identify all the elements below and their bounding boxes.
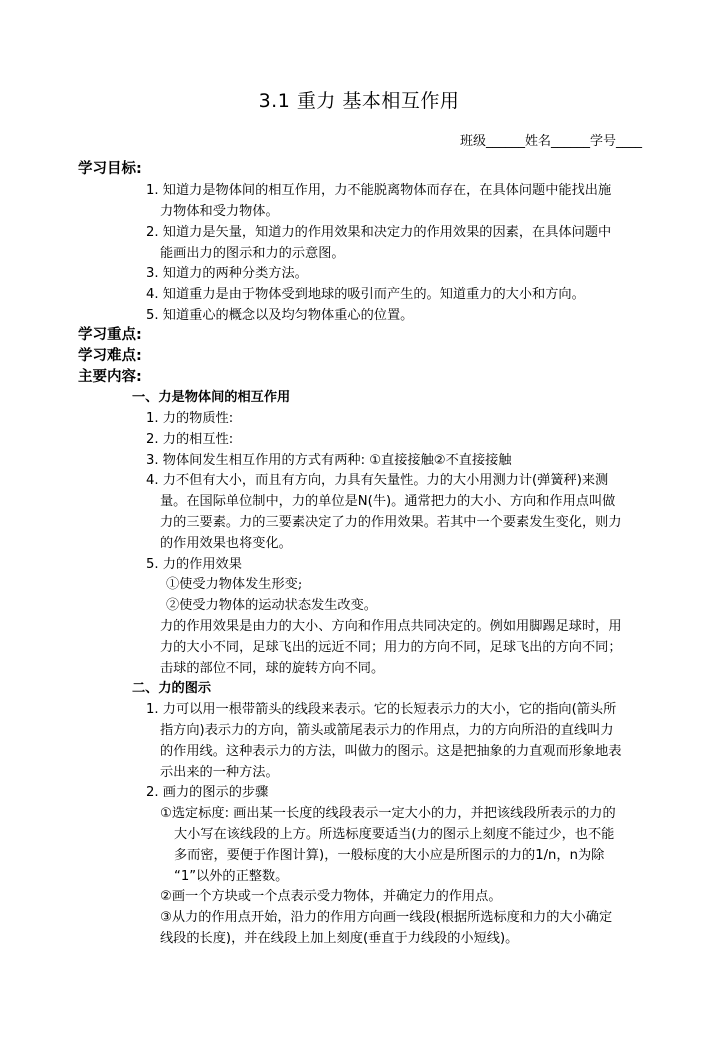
key-points-heading: 学习重点: [78,327,142,343]
part1-line: 力的大小不同，足球飞出的远近不同；用力的方向不同，足球飞出的方向不同； [160,640,622,655]
part2-line: 1. 力可以用一根带箭头的线段来表示。它的长短表示力的大小，它的指向(箭头所 [146,702,617,717]
part2-line: 指方向)表示力的方向，箭头或箭尾表示力的作用点，力的方向所沿的直线叫力 [160,723,614,738]
part1-line: ②使受力物体的运动状态发生改变。 [166,598,377,613]
part1-line: 4. 力不但有大小，而且有方向，力具有矢量性。力的大小用测力计(弹簧秤)来测 [146,473,609,488]
part1-line: 力的作用效果是由力的大小、方向和作用点共同决定的。例如用脚踢足球时，用 [160,619,622,634]
part1-heading: 一、力是物体间的相互作用 [132,390,291,405]
objective-line: 2. 知道力是矢量，知道力的作用效果和决定力的作用效果的因素，在具体问题中 [146,225,612,240]
objective-line: 1. 知道力是物体间的相互作用，力不能脱离物体而存在，在具体问题中能找出施 [146,183,612,198]
part2-heading: 二、力的图示 [132,681,212,696]
objective-line: 3. 知道力的两种分类方法。 [146,266,308,281]
part2-line: ③从力的作用点开始，沿力的作用方向画一线段(根据所选标度和力的大小确定 [160,910,613,925]
part2-line: 线段的长度)，并在线段上加上刻度(垂直于力线段的小短线)。 [160,931,519,946]
part2-line: 示出来的一种方法。 [160,765,279,780]
main-content-heading: 主要内容: [78,369,142,385]
objective-line: 5. 知道重心的概念以及均匀物体重心的位置。 [146,308,414,323]
part1-line: ①使受力物体发生形变; [166,577,303,592]
part2-line: ①选定标度: 画出某一长度的线段表示一定大小的力，并把该线段所表示的力的 [160,806,616,821]
part1-line: 力的三要素。力的三要素决定了力的作用效果。若其中一个要素发生变化，则力 [160,515,622,530]
page-title: 3.1 重力 基本相互作用 [258,90,460,112]
part2-line: ②画一个方块或一个点表示受力物体，并确定力的作用点。 [160,889,502,904]
part1-line: 5. 力的作用效果 [146,557,242,572]
part1-line: 的作用效果也将变化。 [160,536,292,551]
part1-line: 3. 物体间发生相互作用的方式有两种: ①直接接触②不直接接触 [146,453,512,468]
objective-line: 力物体和受力物体。 [160,204,279,219]
part2-line: “1”以外的正整数。 [174,869,289,884]
part2-line: 大小写在该线段的上方。所选标度要适当(力的图示上刻度不能过少，也不能 [174,827,615,842]
objective-line: 能画出力的图示和力的示意图。 [160,246,345,261]
part2-line: 多而密，要便于作图计算)，一般标度的大小应是所图示的力的1/n，n为除 [174,848,605,863]
part1-line: 1. 力的物质性: [146,411,234,426]
objective-line: 4. 知道重力是由于物体受到地球的吸引而产生的。知道重力的大小和方向。 [146,287,585,302]
difficulties-heading: 学习难点: [78,348,142,364]
part1-line: 2. 力的相互性: [146,432,234,447]
part1-line: 击球的部位不同，球的旋转方向不同。 [160,661,385,676]
part2-line: 的作用线。这种表示力的方法，叫做力的图示。这是把抽象的力直观而形象地表 [160,744,622,759]
class-name-id-line: 班级______姓名______学号____ [459,134,642,149]
part2-line: 2. 画力的图示的步骤 [146,785,269,800]
part1-line: 量。在国际单位制中，力的单位是N(牛)。通常把力的大小、方向和作用点叫做 [160,494,616,509]
objectives-heading: 学习目标: [78,161,142,177]
